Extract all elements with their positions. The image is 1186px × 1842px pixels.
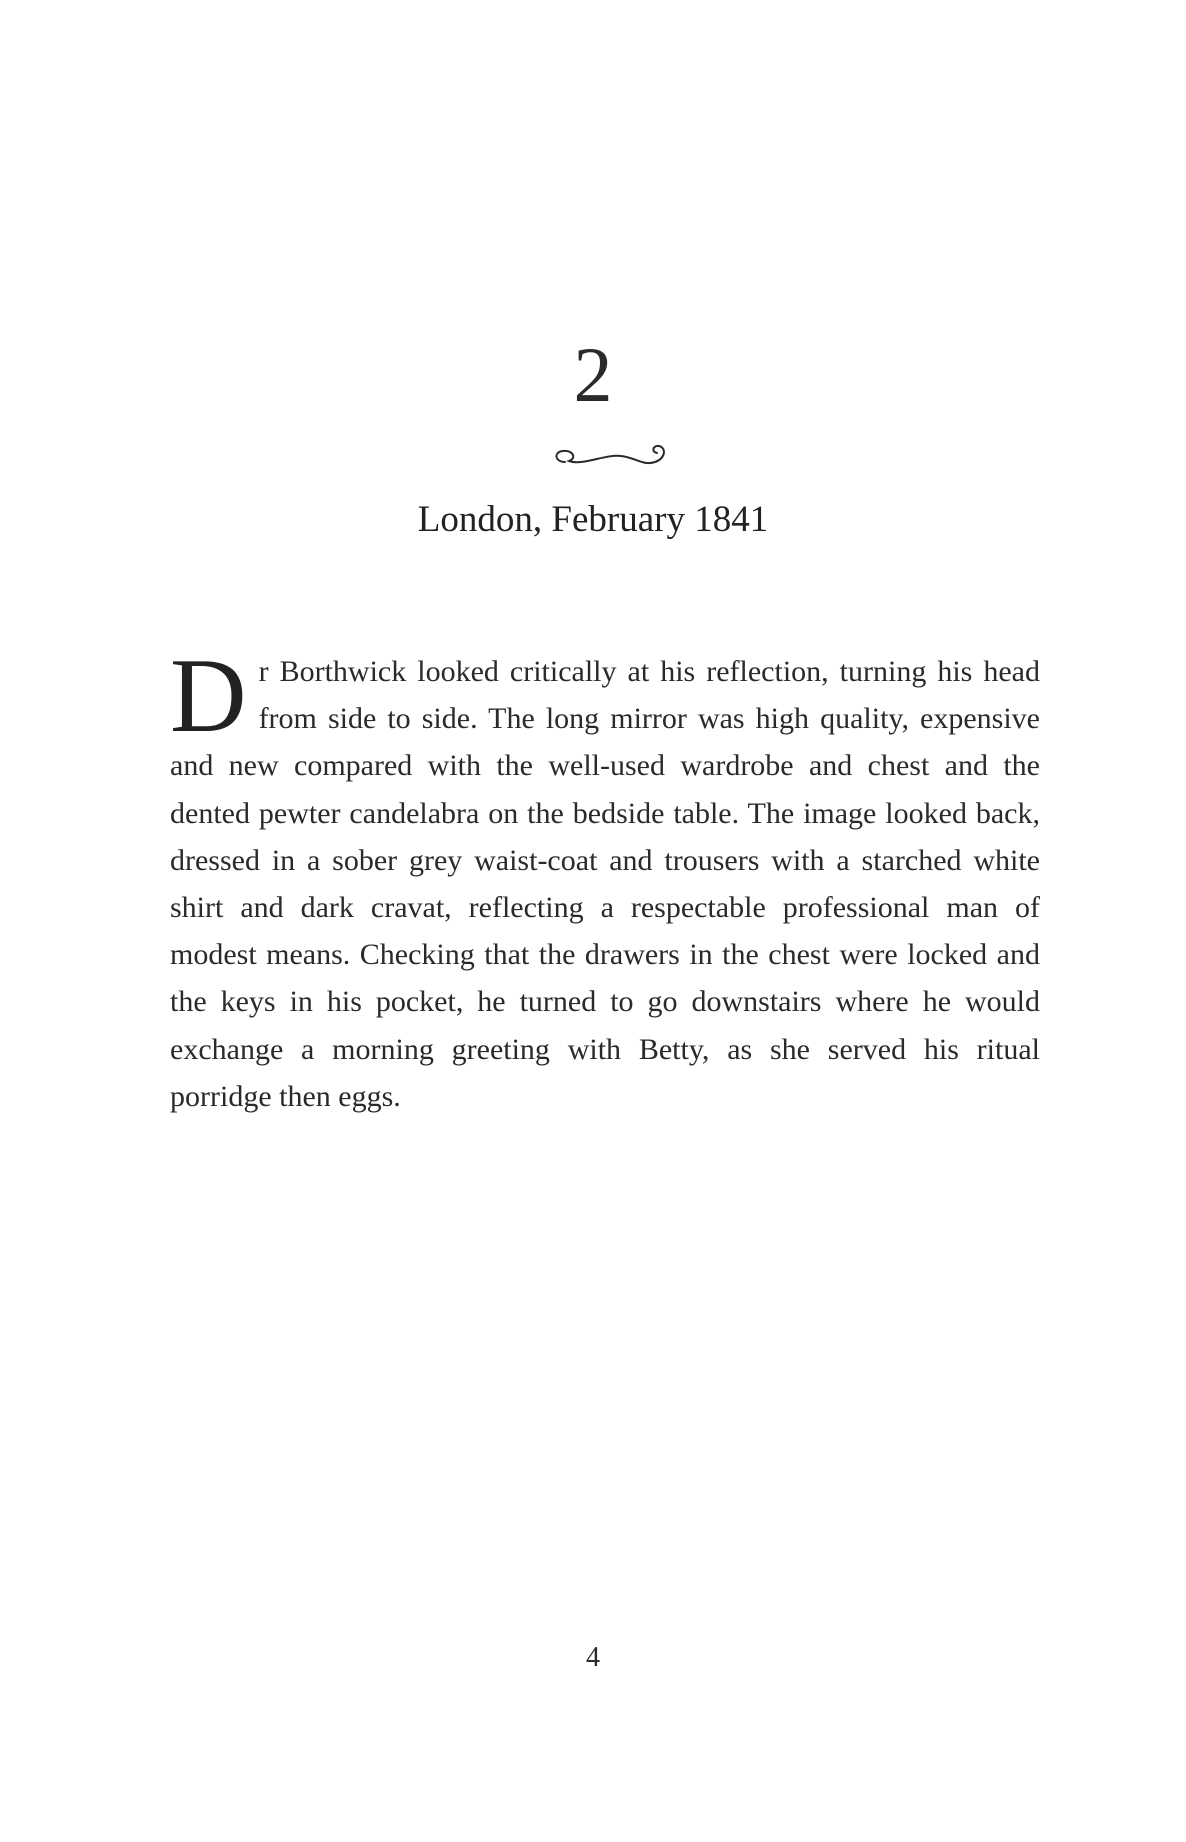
- drop-cap: D: [170, 637, 247, 754]
- page-number: 4: [586, 1642, 600, 1673]
- body-paragraph: [170, 637, 1040, 1120]
- chapter-number: 2: [573, 331, 613, 418]
- paragraph-text: r Borthwick looked critically at his reflection, turning his head from side to side. The long mirror was high quality, expensive and new compared with the well-used wardrobe and chest and the dented pewter candelabra on the bedside table. The image looked back, dressed in a sober grey waist-coat and trousers with a starched white shirt and dark cravat, reflecting a respectable professional man of modest means. Checking that the drawers in the chest were locked and the keys in his pocket, he turned to go downstairs where he would exchange a morning greeting with Betty, as she served his ritual porridge then eggs.: [170, 655, 1040, 1113]
- swash-ornament-icon: [543, 432, 683, 476]
- chapter-subtitle: London, February 1841: [417, 499, 769, 540]
